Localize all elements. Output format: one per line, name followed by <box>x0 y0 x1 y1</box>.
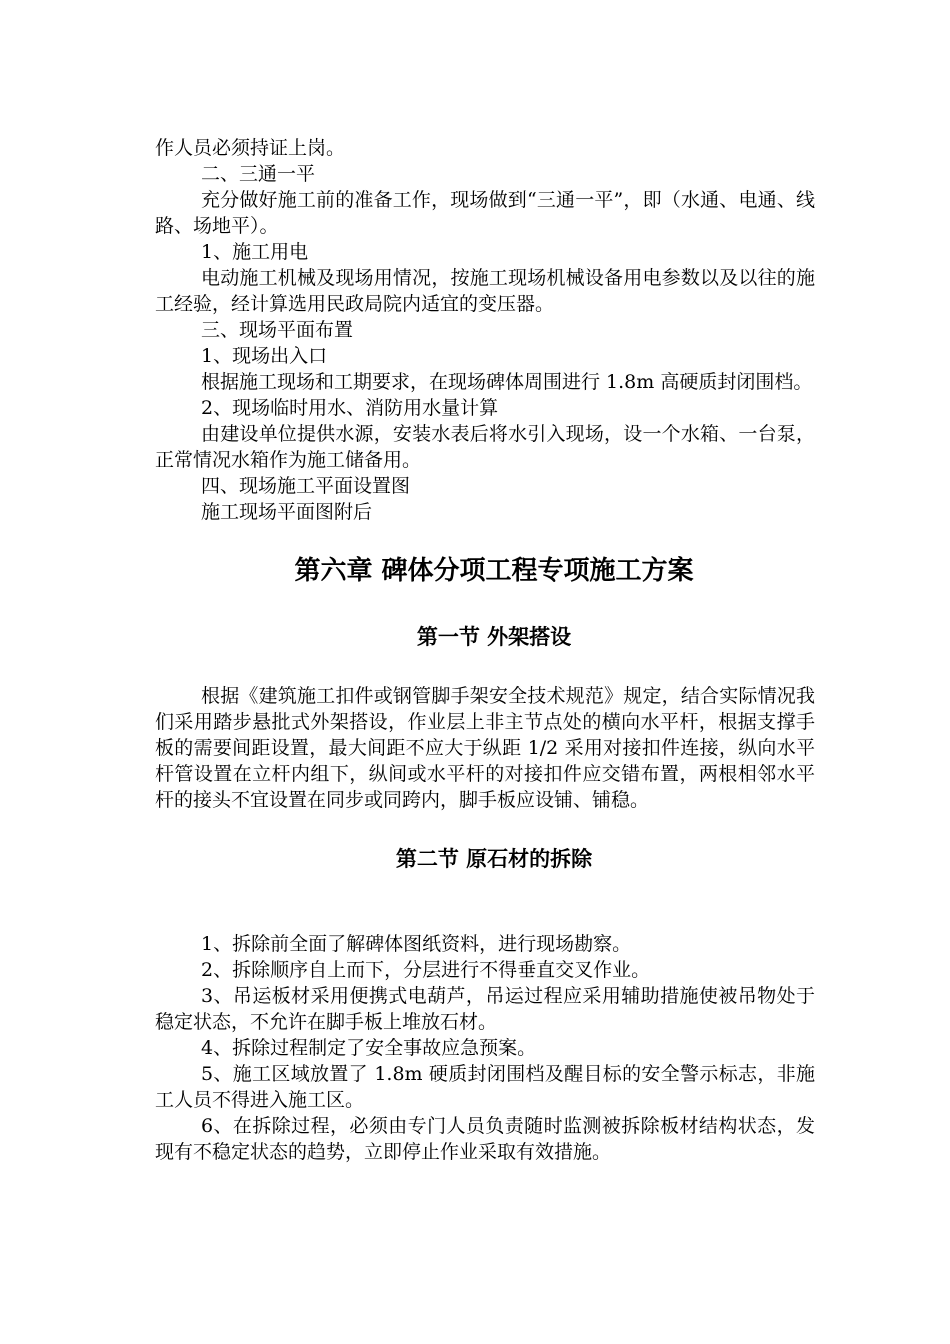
removal-list <box>155 931 815 1165</box>
section-title-scaffold: 第一节 外架搭设 <box>416 624 572 649</box>
paragraph: 根据施工现场和工期要求，在现场碑体周围进行 1.8m 高硬质封闭围档。 <box>201 371 813 393</box>
heading-site-plan: 四、现场施工平面设置图 <box>201 475 411 497</box>
heading-site-layout: 三、现场平面布置 <box>201 319 354 341</box>
subheading-entrance: 1、现场出入口 <box>201 345 328 367</box>
text-line: 施工现场平面图附后 <box>201 501 373 523</box>
subheading-power: 1、施工用电 <box>201 241 309 263</box>
paragraph: 由建设单位提供水源，安装水表后将水引入现场，设一个水箱、一台泵，正常情况水箱作为施工储备用。 <box>155 423 815 471</box>
section-title-removal: 第二节 原石材的拆除 <box>395 846 593 871</box>
heading-three-connections: 二、三通一平 <box>201 163 316 185</box>
text-line: 作人员必须持证上岗。 <box>155 137 346 159</box>
list-item: 5、施工区域放置了 1.8m 硬质封闭围档及醒目标的安全警示标志，非施工人员不得进入施工区。 <box>155 1063 815 1111</box>
intro-section <box>155 135 815 525</box>
paragraph: 充分做好施工前的准备工作，现场做到“三通一平”，即（水通、电通、线路、场地平）。 <box>155 189 815 237</box>
list-item: 4、拆除过程制定了安全事故应急预案。 <box>201 1037 537 1059</box>
list-item: 6、在拆除过程，必须由专门人员负责随时监测被拆除板材结构状态，发现有不稳定状态的趋势，立即停止作业采取有效措施。 <box>155 1115 815 1163</box>
subheading-water: 2、现场临时用水、消防用水量计算 <box>201 397 499 419</box>
page-content <box>155 135 815 1165</box>
list-item: 3、吊运板材采用便携式电葫芦，吊运过程应采用辅助措施使被吊物处于稳定状态，不允许在脚手板上堆放石材。 <box>155 985 815 1033</box>
list-item: 2、拆除顺序自上而下，分层进行不得垂直交叉作业。 <box>201 959 651 981</box>
list-item: 1、拆除前全面了解碑体图纸资料，进行现场勘察。 <box>201 933 632 955</box>
paragraph: 电动施工机械及现场用情况，按施工现场机械设备用电参数以及以往的施工经验，经计算选用民政局院内适宜的变压器。 <box>155 267 815 315</box>
chapter-title: 第六章 碑体分项工程专项施工方案 <box>294 556 694 586</box>
scaffold-paragraph: 根据《建筑施工扣件或钢管脚手架安全技术规范》规定，结合实际情况我们采用踏步悬批式外架搭设，作业层上非主节点处的横向水平杆，根据支撑手板的需要间距设置，最大间距不应大于纵距 1/2 采用对接扣件连接，纵向水平杆管设置在立杆内组下，纵间或水平杆的对接扣件应交错布置，两根相邻水平杆的接头不宜设置在同步或同跨内，脚手板应设铺、铺稳。 <box>155 685 815 811</box>
